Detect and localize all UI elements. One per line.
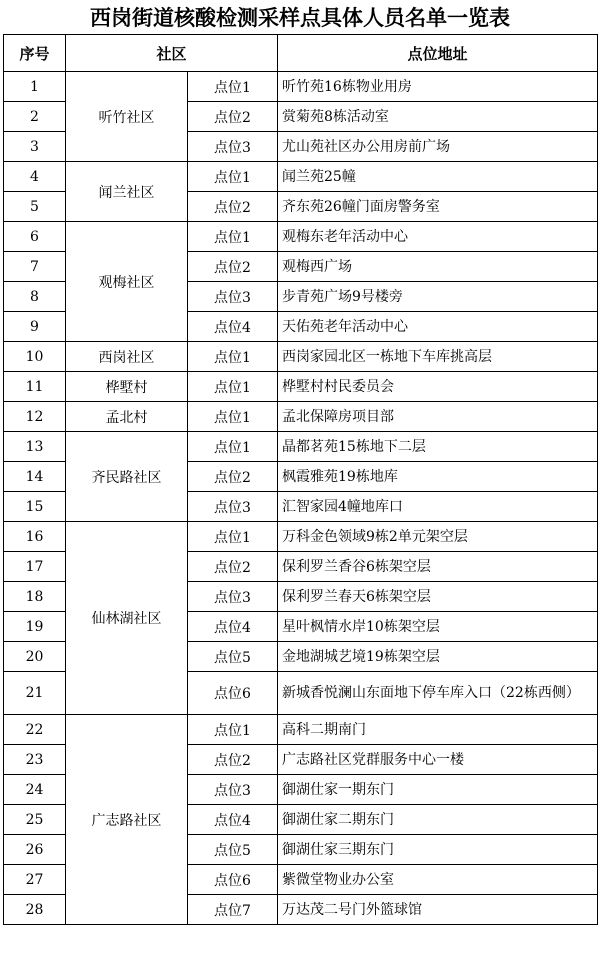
row-seq: 1 <box>4 72 66 102</box>
row-point: 点位5 <box>188 642 278 672</box>
row-address: 御湖仕家一期东门 <box>278 775 598 805</box>
row-address: 闻兰苑25幢 <box>278 162 598 192</box>
row-seq: 6 <box>4 222 66 252</box>
row-point: 点位1 <box>188 522 278 552</box>
row-point: 点位2 <box>188 252 278 282</box>
row-address: 观梅西广场 <box>278 252 598 282</box>
row-seq: 13 <box>4 432 66 462</box>
community-name: 孟北村 <box>66 402 188 432</box>
row-point: 点位1 <box>188 402 278 432</box>
sampling-points-table <box>3 34 598 925</box>
community-name: 桦墅村 <box>66 372 188 402</box>
table-row <box>4 432 598 462</box>
row-point: 点位1 <box>188 372 278 402</box>
row-point: 点位2 <box>188 745 278 775</box>
row-address: 枫霞雅苑19栋地库 <box>278 462 598 492</box>
row-point: 点位2 <box>188 102 278 132</box>
row-point: 点位7 <box>188 895 278 925</box>
row-address: 晶都茗苑15栋地下二层 <box>278 432 598 462</box>
row-seq: 22 <box>4 715 66 745</box>
row-seq: 24 <box>4 775 66 805</box>
row-point: 点位2 <box>188 462 278 492</box>
row-seq: 17 <box>4 552 66 582</box>
row-point: 点位1 <box>188 222 278 252</box>
row-seq: 20 <box>4 642 66 672</box>
row-address: 星叶枫情水岸10栋架空层 <box>278 612 598 642</box>
page-title: 西岗街道核酸检测采样点具体人员名单一览表 <box>90 6 510 30</box>
row-point: 点位5 <box>188 835 278 865</box>
community-name: 西岗社区 <box>66 342 188 372</box>
row-seq: 27 <box>4 865 66 895</box>
row-address: 天佑苑老年活动中心 <box>278 312 598 342</box>
row-address: 紫微堂物业办公室 <box>278 865 598 895</box>
row-address: 万科金色领域9栋2单元架空层 <box>278 522 598 552</box>
row-point: 点位1 <box>188 342 278 372</box>
community-name: 听竹社区 <box>66 72 188 162</box>
row-address: 步青苑广场9号楼旁 <box>278 282 598 312</box>
table-row <box>4 162 598 192</box>
row-point: 点位1 <box>188 715 278 745</box>
row-point: 点位1 <box>188 72 278 102</box>
row-seq: 16 <box>4 522 66 552</box>
row-address: 观梅东老年活动中心 <box>278 222 598 252</box>
row-seq: 14 <box>4 462 66 492</box>
row-seq: 11 <box>4 372 66 402</box>
table-row <box>4 522 598 552</box>
row-seq: 26 <box>4 835 66 865</box>
row-seq: 10 <box>4 342 66 372</box>
header-seq: 序号 <box>4 35 66 72</box>
community-name: 闻兰社区 <box>66 162 188 222</box>
row-seq: 25 <box>4 805 66 835</box>
community-name: 广志路社区 <box>66 715 188 925</box>
row-point: 点位2 <box>188 552 278 582</box>
row-address: 西岗家园北区一栋地下车库挑高层 <box>278 342 598 372</box>
row-seq: 5 <box>4 192 66 222</box>
row-address: 御湖仕家三期东门 <box>278 835 598 865</box>
row-address: 尤山苑社区办公用房前广场 <box>278 132 598 162</box>
row-address: 广志路社区党群服务中心一楼 <box>278 745 598 775</box>
row-address: 万达茂二号门外篮球馆 <box>278 895 598 925</box>
row-address: 齐东苑26幢门面房警务室 <box>278 192 598 222</box>
table-row <box>4 372 598 402</box>
row-seq: 12 <box>4 402 66 432</box>
row-address: 保利罗兰香谷6栋架空层 <box>278 552 598 582</box>
row-seq: 2 <box>4 102 66 132</box>
row-seq: 4 <box>4 162 66 192</box>
row-point: 点位1 <box>188 162 278 192</box>
row-seq: 8 <box>4 282 66 312</box>
row-seq: 18 <box>4 582 66 612</box>
row-seq: 23 <box>4 745 66 775</box>
row-point: 点位4 <box>188 312 278 342</box>
table-row <box>4 342 598 372</box>
row-seq: 7 <box>4 252 66 282</box>
row-seq: 19 <box>4 612 66 642</box>
row-address: 孟北保障房项目部 <box>278 402 598 432</box>
row-address: 保利罗兰春天6栋架空层 <box>278 582 598 612</box>
row-seq: 3 <box>4 132 66 162</box>
table-header-row <box>4 35 598 72</box>
row-address: 桦墅村村民委员会 <box>278 372 598 402</box>
row-point: 点位4 <box>188 805 278 835</box>
table-row <box>4 402 598 432</box>
row-address: 高科二期南门 <box>278 715 598 745</box>
row-point: 点位4 <box>188 612 278 642</box>
row-point: 点位1 <box>188 432 278 462</box>
header-address: 点位地址 <box>278 35 598 72</box>
community-name: 仙林湖社区 <box>66 522 188 715</box>
row-point: 点位3 <box>188 492 278 522</box>
row-address: 金地湖城艺境19栋架空层 <box>278 642 598 672</box>
row-address: 汇智家园4幢地库口 <box>278 492 598 522</box>
row-point: 点位3 <box>188 282 278 312</box>
row-point: 点位3 <box>188 582 278 612</box>
row-seq: 15 <box>4 492 66 522</box>
community-name: 观梅社区 <box>66 222 188 342</box>
row-seq: 21 <box>4 672 66 715</box>
row-address: 新城香悦澜山东面地下停车库入口（22栋西侧） <box>278 672 598 715</box>
community-name: 齐民路社区 <box>66 432 188 522</box>
row-point: 点位2 <box>188 192 278 222</box>
row-seq: 28 <box>4 895 66 925</box>
row-point: 点位6 <box>188 672 278 715</box>
table-row <box>4 222 598 252</box>
row-address: 御湖仕家二期东门 <box>278 805 598 835</box>
row-address: 听竹苑16栋物业用房 <box>278 72 598 102</box>
row-point: 点位6 <box>188 865 278 895</box>
row-point: 点位3 <box>188 132 278 162</box>
table-row <box>4 72 598 102</box>
row-address: 赏菊苑8栋活动室 <box>278 102 598 132</box>
table-row <box>4 715 598 745</box>
row-point: 点位3 <box>188 775 278 805</box>
row-seq: 9 <box>4 312 66 342</box>
header-community: 社区 <box>66 35 278 72</box>
